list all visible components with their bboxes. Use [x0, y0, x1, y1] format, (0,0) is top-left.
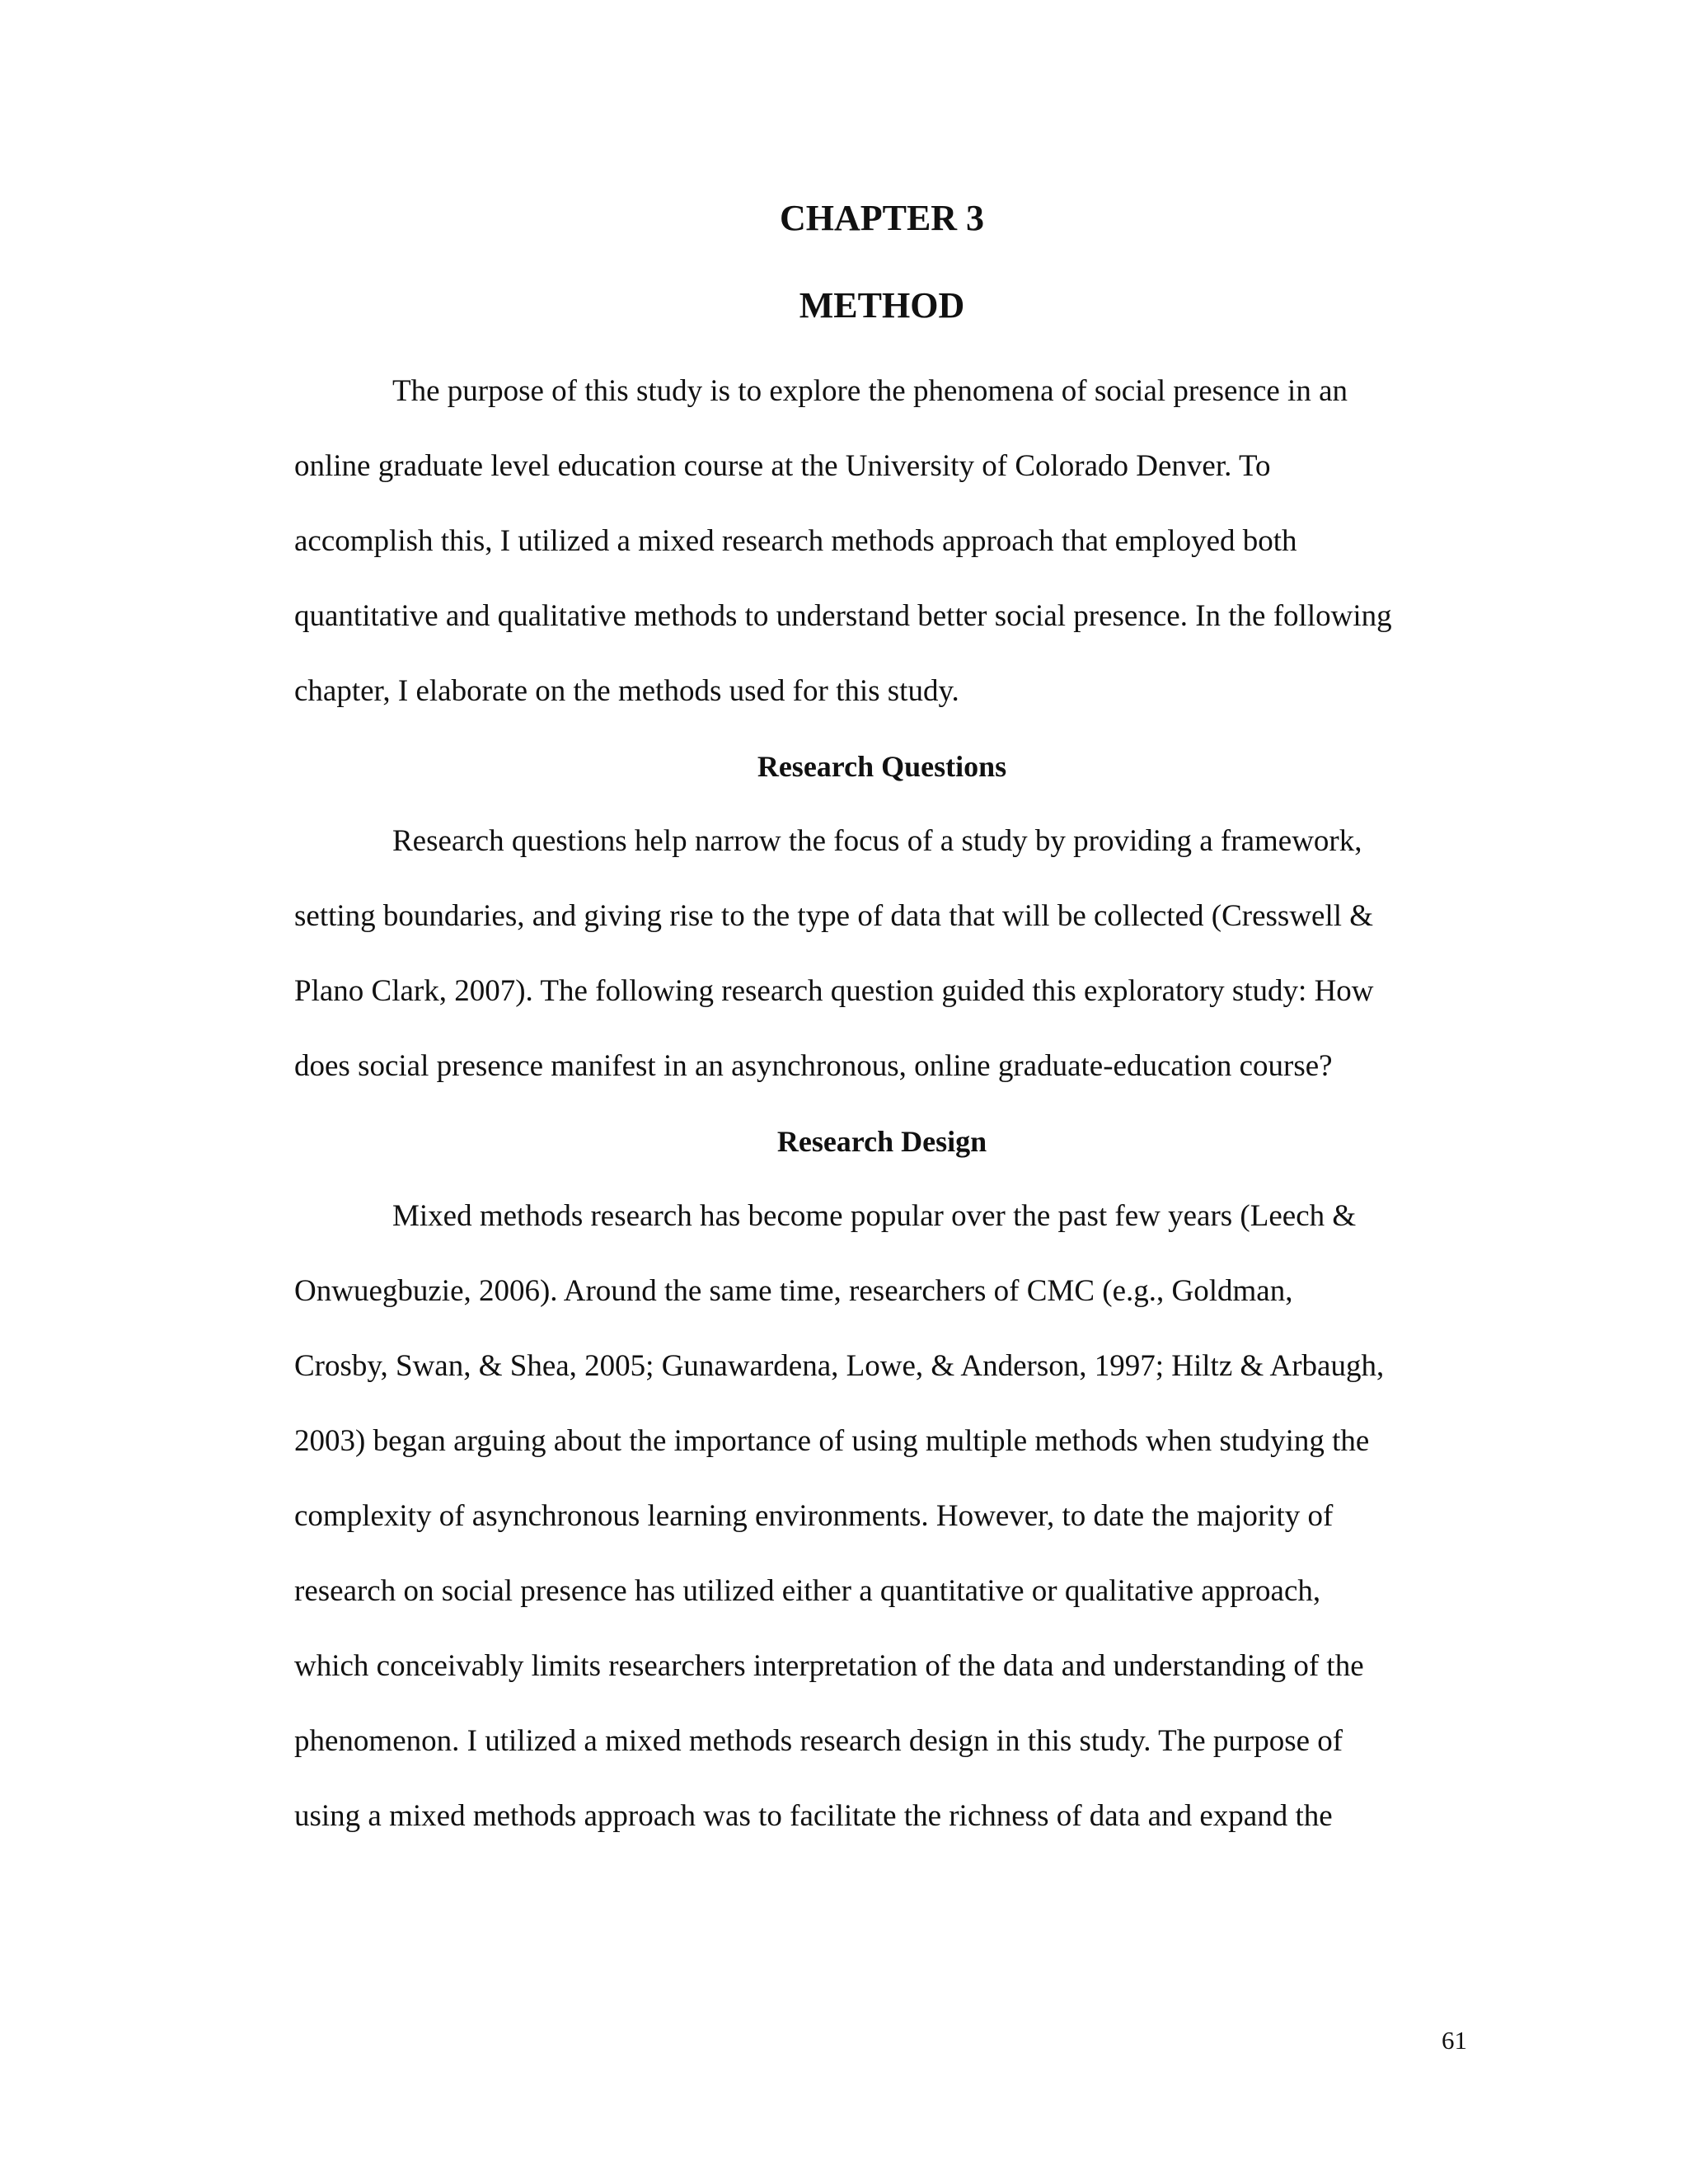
paragraph-line: complexity of asynchronous learning environments. However, to date the majority of — [294, 1499, 1334, 1533]
page-number: 61 — [1442, 2026, 1467, 2055]
research-design-paragraph — [294, 1179, 1489, 1854]
paragraph-line: 2003) began arguing about the importance of using multiple methods when studying the — [294, 1424, 1370, 1458]
paragraph-line: chapter, I elaborate on the methods used for this study. — [294, 674, 959, 708]
research-design-heading: Research Design — [776, 1125, 987, 1158]
research-questions-paragraph — [294, 804, 1489, 1104]
paragraph-line: Plano Clark, 2007). The following research question guided this exploratory study: How — [294, 974, 1374, 1008]
paragraph-line: setting boundaries, and giving rise to the type of data that will be collected (Cresswell & — [294, 899, 1374, 933]
paragraph-line: which conceivably limits researchers interpretation of the data and understanding of the — [294, 1649, 1364, 1683]
paragraph-line: Onwuegbuzie, 2006). Around the same time, researchers of CMC (e.g., Goldman, — [294, 1274, 1293, 1308]
paragraph-line: using a mixed methods approach was to facilitate the richness of data and expand the — [294, 1799, 1333, 1833]
paragraph-line: does social presence manifest in an asynchronous, online graduate-education course? — [294, 1049, 1333, 1083]
paragraph-line: Crosby, Swan, & Shea, 2005; Gunawardena, Lowe, & Anderson, 1997; Hiltz & Arbaugh, — [294, 1349, 1385, 1383]
paragraph-line: research on social presence has utilized either a quantitative or qualitative approach, — [294, 1574, 1321, 1608]
paragraph-line: Research questions help narrow the focus of a study by providing a framework, — [392, 824, 1362, 858]
chapter-number-heading: CHAPTER 3 — [779, 198, 985, 238]
paragraph-line: online graduate level education course at the University of Colorado Denver. To — [294, 449, 1271, 483]
intro-paragraph — [294, 354, 1489, 729]
paragraph-line: Mixed methods research has become popular over the past few years (Leech & — [392, 1199, 1357, 1233]
paragraph-line: phenomenon. I utilized a mixed methods research design in this study. The purpose of — [294, 1724, 1343, 1758]
research-questions-heading: Research Questions — [757, 750, 1007, 783]
paragraph-line: quantitative and qualitative methods to understand better social presence. In the following — [294, 599, 1392, 633]
paragraph-line: The purpose of this study is to explore the phenomena of social presence in an — [392, 374, 1348, 408]
chapter-title-heading: METHOD — [799, 285, 965, 326]
paragraph-line: accomplish this, I utilized a mixed research methods approach that employed both — [294, 524, 1297, 558]
